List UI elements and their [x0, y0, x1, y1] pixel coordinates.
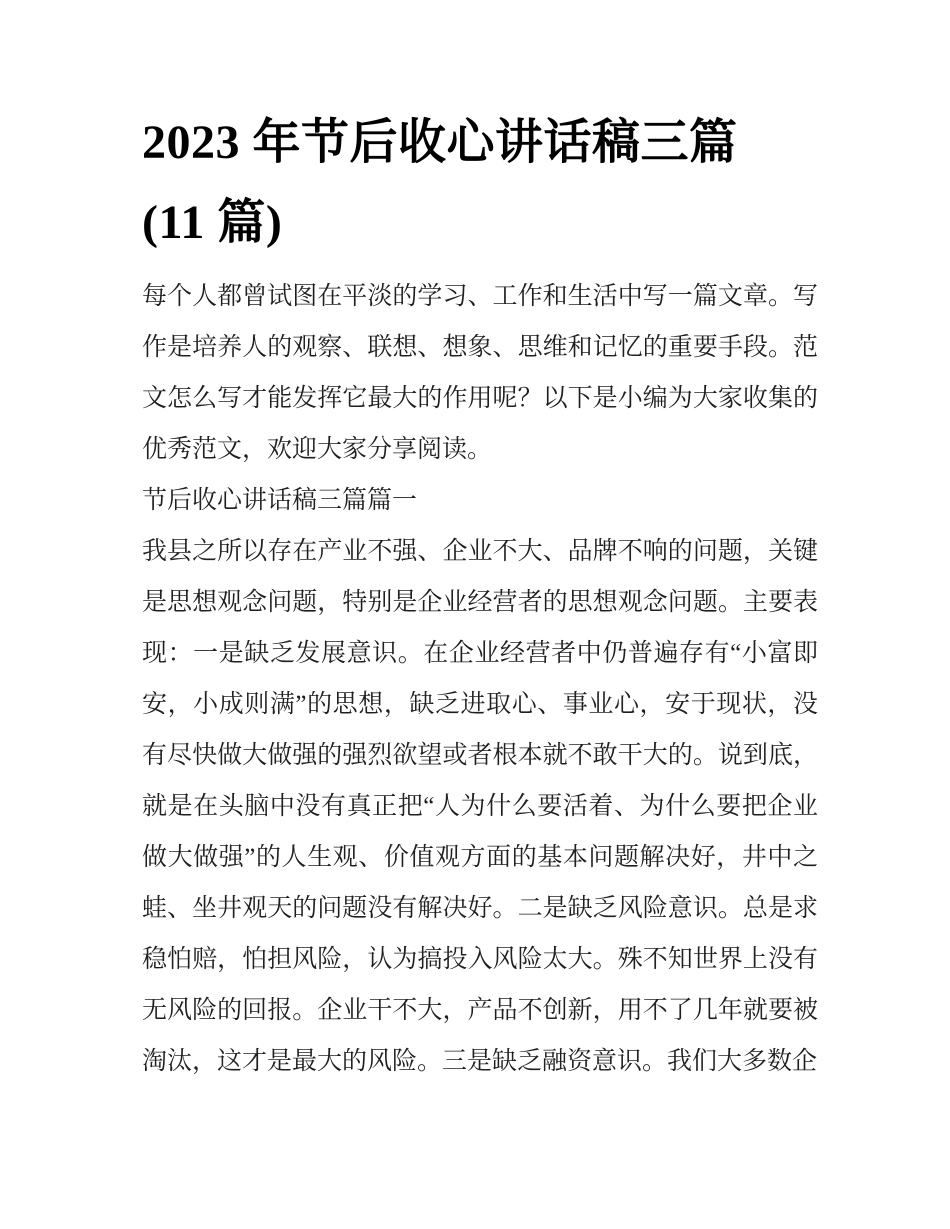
- document-content: [142, 103, 818, 1087]
- document-title-line-2: (11 篇): [142, 196, 283, 249]
- document-title: [142, 103, 818, 263]
- body-paragraph: 我县之所以存在产业不强、企业不大、品牌不响的问题，关键是思想观念问题，特别是企业经营者的思想观念问题。主要表现：一是缺乏发展意识。在企业经营者中仍普遍存有“小富即安，小成则满”的思想，缺乏进取心、事业心，安于现状，没有尽快做大做强的强烈欲望或者根本就不敢干大的。说到底，就是在头脑中没有真正把“人为什么要活着、为什么要把企业做大做强”的人生观、价值观方面的基本问题解决好，井中之蛙、坐井观天的问题没有解决好。二是缺乏风险意识。总是求稳怕赔，怕担风险，认为搞投入风险太大。殊不知世界上没有无风险的回报。企业干不大，产品不创新，用不了几年就要被淘汰，这才是最大的风险。三是缺乏融资意识。我们大多数企: [142, 538, 818, 1075]
- document-title-line-1: 2023 年节后收心讲话稿三篇: [142, 116, 738, 169]
- intro-paragraph: 每个人都曾试图在平淡的学习、工作和生活中写一篇文章。写作是培养人的观察、联想、想象、思维和记忆的重要手段。范文怎么写才能发挥它最大的作用呢？以下是小编为大家收集的优秀范文，欢迎大家分享阅读。: [142, 283, 818, 463]
- section-heading: 节后收心讲话稿三篇篇一: [142, 487, 418, 514]
